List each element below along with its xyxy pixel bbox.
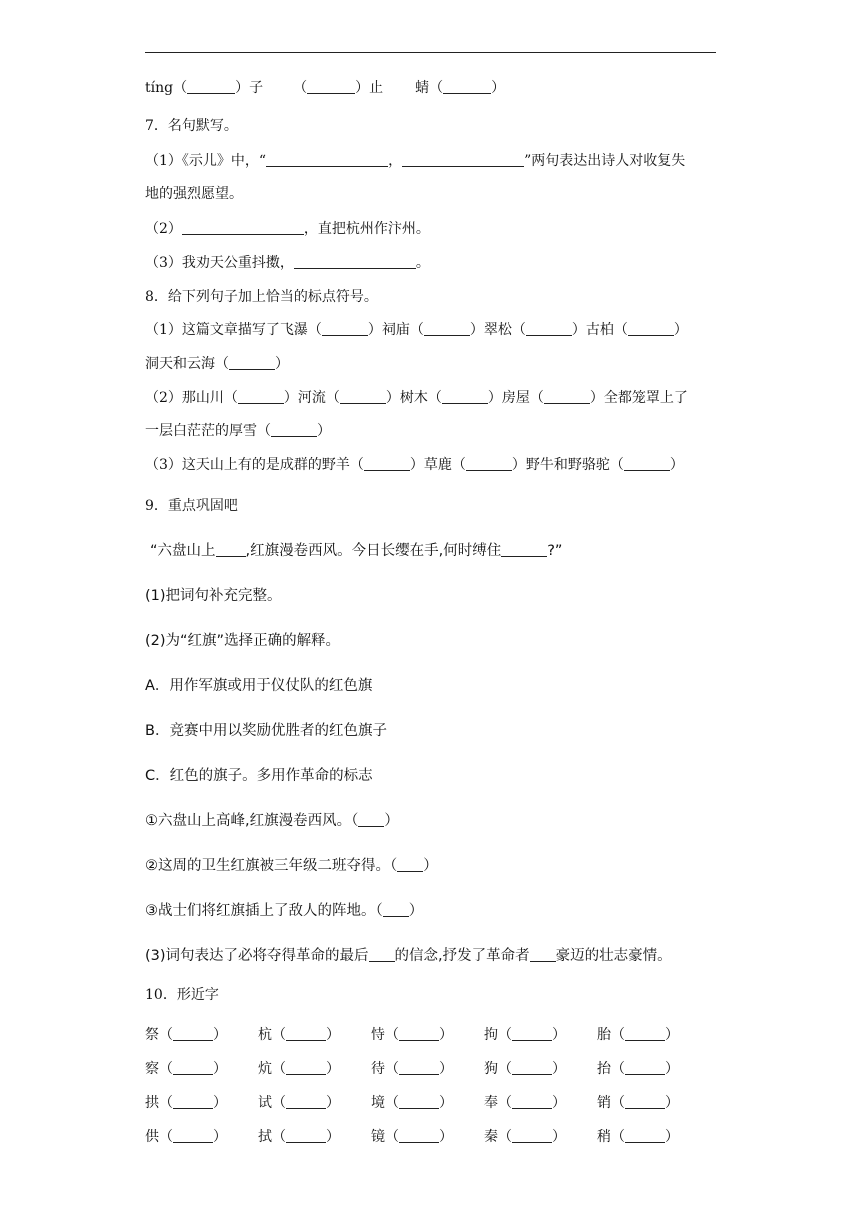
text: （ [611, 1061, 625, 1077]
char: 恃 [371, 1027, 385, 1043]
text: ） [552, 1027, 566, 1043]
text: ） [665, 1061, 679, 1077]
text: 一层白茫茫的厚雪（ [145, 423, 271, 439]
q7-heading: 7．名句默写。 [145, 118, 238, 134]
answer-blank[interactable] [625, 1060, 665, 1075]
char: 待 [371, 1061, 385, 1077]
grid-cell [597, 1058, 710, 1078]
q9-option-c: C．红色的旗子。多用作革命的标志 [145, 768, 373, 784]
text: （ [385, 1027, 399, 1043]
q6-item3-suffix: ） [491, 80, 506, 96]
text: （1）《示儿》中，“ [145, 153, 267, 169]
q7-part1 [145, 151, 685, 171]
grid-cell [484, 1058, 597, 1078]
text: ） [326, 1095, 340, 1111]
text: （2） [145, 221, 182, 237]
char: 拘 [484, 1027, 498, 1043]
answer-blank[interactable] [173, 1060, 213, 1075]
grid-cell [371, 1092, 484, 1112]
text: ）翠松（ [469, 322, 526, 338]
char: 祭 [145, 1027, 159, 1043]
text: ，直把杭州作汴州。 [303, 221, 430, 237]
text: （ [159, 1129, 173, 1145]
q9-option-a: A．用作军旗或用于仪仗队的红色旗 [145, 678, 373, 694]
text: ） [275, 356, 289, 372]
answer-blank[interactable] [512, 1060, 552, 1075]
text: ）古柏（ [571, 322, 628, 338]
text: ） [669, 457, 684, 473]
header-rule [145, 52, 716, 53]
answer-blank[interactable] [442, 389, 488, 404]
grid-cell [484, 1024, 597, 1044]
q7-part2 [145, 219, 430, 239]
text: ） [384, 813, 399, 829]
text: ） [439, 1061, 453, 1077]
grid-cell [258, 1024, 371, 1044]
q9-sub1: (1)把词句补充完整。 [145, 588, 282, 604]
answer-blank[interactable] [294, 254, 416, 269]
text: ②这周的卫生红旗被三年级二班夺得。（ [145, 858, 398, 874]
answer-blank[interactable] [229, 355, 275, 370]
text: ） [423, 858, 438, 874]
char: 稍 [597, 1129, 611, 1145]
answer-blank[interactable] [173, 1026, 213, 1041]
text: 。 [415, 255, 430, 271]
answer-blank[interactable] [369, 947, 395, 962]
answer-blank[interactable] [286, 1128, 326, 1143]
text: “六盘山上 [150, 543, 216, 559]
q6-item1-suffix: ）子 [235, 80, 264, 96]
text: （3）我劝天公重抖擞， [145, 255, 294, 271]
text: （2）那山川（ [145, 390, 238, 406]
text: （ [272, 1095, 286, 1111]
q7-part1-cont: 地的强烈愿望。 [145, 186, 243, 202]
answer-blank[interactable] [424, 321, 470, 336]
text: （ [272, 1129, 286, 1145]
answer-blank[interactable] [526, 321, 572, 336]
grid-cell [258, 1058, 371, 1078]
text: ”两句表达出诗人对收复失 [524, 153, 686, 169]
answer-blank[interactable] [340, 389, 386, 404]
answer-blank[interactable] [286, 1060, 326, 1075]
answer-blank[interactable] [286, 1026, 326, 1041]
text: ）树木（ [385, 390, 442, 406]
text: ） [673, 322, 688, 338]
text: （ [611, 1129, 625, 1145]
grid-row [145, 1119, 725, 1153]
q9-option-b: B．竞赛中用以奖励优胜者的红色旗子 [145, 723, 387, 739]
answer-blank[interactable] [625, 1128, 665, 1143]
grid-row [145, 1085, 725, 1119]
answer-blank[interactable] [530, 947, 556, 962]
text: （ [385, 1095, 399, 1111]
answer-blank[interactable] [544, 389, 590, 404]
text: ）河流（ [283, 390, 340, 406]
grid-cell [258, 1092, 371, 1112]
answer-blank[interactable] [443, 79, 491, 94]
answer-blank[interactable] [512, 1128, 552, 1143]
grid-cell [597, 1126, 710, 1146]
text: ） [665, 1027, 679, 1043]
text: （ [611, 1095, 625, 1111]
answer-blank[interactable] [628, 321, 674, 336]
text: （ [159, 1061, 173, 1077]
char: 秦 [484, 1129, 498, 1145]
text: ） [326, 1027, 340, 1043]
q8-sentence3 [145, 455, 684, 475]
answer-blank[interactable] [466, 456, 512, 471]
char: 拭 [258, 1129, 272, 1145]
text: ） [213, 1061, 227, 1077]
char: 奉 [484, 1095, 498, 1111]
char: 狗 [484, 1061, 498, 1077]
answer-blank[interactable] [266, 152, 388, 167]
text: ）草鹿（ [409, 457, 466, 473]
answer-blank[interactable] [216, 542, 246, 557]
text: ） [439, 1129, 453, 1145]
text: ） [213, 1027, 227, 1043]
q6-item1-prefix: tíng（ [145, 80, 188, 96]
char: 试 [258, 1095, 272, 1111]
text: ） [439, 1095, 453, 1111]
q9-poem [150, 541, 562, 561]
text: ）祠庙（ [367, 322, 424, 338]
char: 杭 [258, 1027, 272, 1043]
grid-cell [145, 1058, 258, 1078]
grid-cell [484, 1126, 597, 1146]
answer-blank[interactable] [358, 812, 384, 827]
answer-blank[interactable] [402, 152, 524, 167]
grid-cell [145, 1092, 258, 1112]
grid-cell [597, 1024, 710, 1044]
q8-sentence1-cont [145, 354, 289, 374]
char: 炕 [258, 1061, 272, 1077]
text: ）全都笼罩上了 [589, 390, 688, 406]
char: 胎 [597, 1027, 611, 1043]
text: 豪迈的壮志豪情。 [555, 948, 672, 964]
text: （ [159, 1027, 173, 1043]
text: ）野牛和野骆驼（ [511, 457, 624, 473]
answer-blank[interactable] [399, 1128, 439, 1143]
answer-blank[interactable] [512, 1094, 552, 1109]
answer-blank[interactable] [238, 389, 284, 404]
text: ,红旗漫卷西风。今日长缨在手,何时缚住 [245, 543, 502, 559]
answer-blank[interactable] [625, 1094, 665, 1109]
text: ） [408, 903, 424, 919]
text: ?” [547, 543, 563, 559]
text: ） [317, 423, 331, 439]
q8-sentence1 [145, 320, 688, 340]
char: 镜 [371, 1129, 385, 1145]
text: ） [665, 1095, 679, 1111]
text: ） [213, 1095, 227, 1111]
text: ） [552, 1095, 566, 1111]
q9-sub3 [145, 946, 672, 966]
answer-blank[interactable] [624, 456, 670, 471]
text: ③战士们将红旗插上了敌人的阵地。（ [145, 903, 383, 919]
text: ） [439, 1027, 453, 1043]
grid-cell [258, 1126, 371, 1146]
q8-sentence2-cont [145, 421, 331, 441]
answer-blank[interactable] [271, 422, 317, 437]
answer-blank[interactable] [307, 79, 355, 94]
q8-heading: 8．给下列句子加上恰当的标点符号。 [145, 289, 378, 305]
q10-heading: 10．形近字 [145, 987, 219, 1003]
q9-heading: 9．重点巩固吧 [145, 498, 238, 514]
q6-pinyin-line [145, 78, 505, 98]
text: （ [498, 1027, 512, 1043]
text: （3）这天山上有的是成群的野羊（ [145, 457, 364, 473]
char: 抬 [597, 1061, 611, 1077]
answer-blank[interactable] [501, 542, 547, 557]
text: 的信念,抒发了革命者 [394, 948, 530, 964]
grid-cell [371, 1126, 484, 1146]
char: 境 [371, 1095, 385, 1111]
grid-cell [597, 1092, 710, 1112]
text: ） [665, 1129, 679, 1145]
grid-cell [371, 1024, 484, 1044]
text: ） [213, 1129, 227, 1145]
answer-blank[interactable] [322, 321, 368, 336]
char: 拱 [145, 1095, 159, 1111]
text: ） [552, 1061, 566, 1077]
char: 察 [145, 1061, 159, 1077]
answer-blank[interactable] [173, 1128, 213, 1143]
q6-item3-prefix: 蜻（ [415, 80, 444, 96]
q6-item2-suffix: ）止 [355, 80, 384, 96]
grid-cell [484, 1092, 597, 1112]
grid-row [145, 1017, 725, 1051]
q9-item1 [145, 811, 399, 831]
q9-item2 [145, 856, 438, 876]
text: ）房屋（ [487, 390, 544, 406]
char: 供 [145, 1129, 159, 1145]
text: （ [611, 1027, 625, 1043]
q8-sentence2 [145, 388, 688, 408]
answer-blank[interactable] [397, 857, 423, 872]
q9-item3 [145, 901, 423, 921]
answer-blank[interactable] [399, 1094, 439, 1109]
text: （ [498, 1129, 512, 1145]
grid-cell [145, 1126, 258, 1146]
text: ） [552, 1129, 566, 1145]
answer-blank[interactable] [399, 1060, 439, 1075]
grid-cell [145, 1024, 258, 1044]
text: （1）这篇文章描写了飞瀑（ [145, 322, 322, 338]
text: ） [326, 1061, 340, 1077]
text: ， [388, 153, 403, 169]
text: ） [326, 1129, 340, 1145]
text: （ [159, 1095, 173, 1111]
text: （ [385, 1061, 399, 1077]
answer-blank[interactable] [364, 456, 410, 471]
answer-blank[interactable] [187, 79, 235, 94]
text: （ [498, 1095, 512, 1111]
text: （ [498, 1061, 512, 1077]
text: （ [385, 1129, 399, 1145]
answer-blank[interactable] [399, 1026, 439, 1041]
q9-sub2: (2)为“红旗”选择正确的解释。 [145, 633, 341, 649]
text: ①六盘山上高峰,红旗漫卷西风。（ [145, 813, 359, 829]
text: （ [272, 1061, 286, 1077]
text: (3)词句表达了必将夺得革命的最后 [145, 948, 369, 964]
answer-blank[interactable] [383, 902, 409, 917]
answer-blank[interactable] [182, 220, 304, 235]
answer-blank[interactable] [512, 1026, 552, 1041]
grid-cell [371, 1058, 484, 1078]
answer-blank[interactable] [173, 1094, 213, 1109]
text: （ [272, 1027, 286, 1043]
text: 洞天和云海（ [145, 356, 229, 372]
answer-blank[interactable] [625, 1026, 665, 1041]
answer-blank[interactable] [286, 1094, 326, 1109]
q6-item2-prefix: （ [293, 80, 308, 96]
q7-part3 [145, 253, 430, 273]
grid-row [145, 1051, 725, 1085]
q10-character-grid [145, 1017, 725, 1153]
char: 销 [597, 1095, 611, 1111]
